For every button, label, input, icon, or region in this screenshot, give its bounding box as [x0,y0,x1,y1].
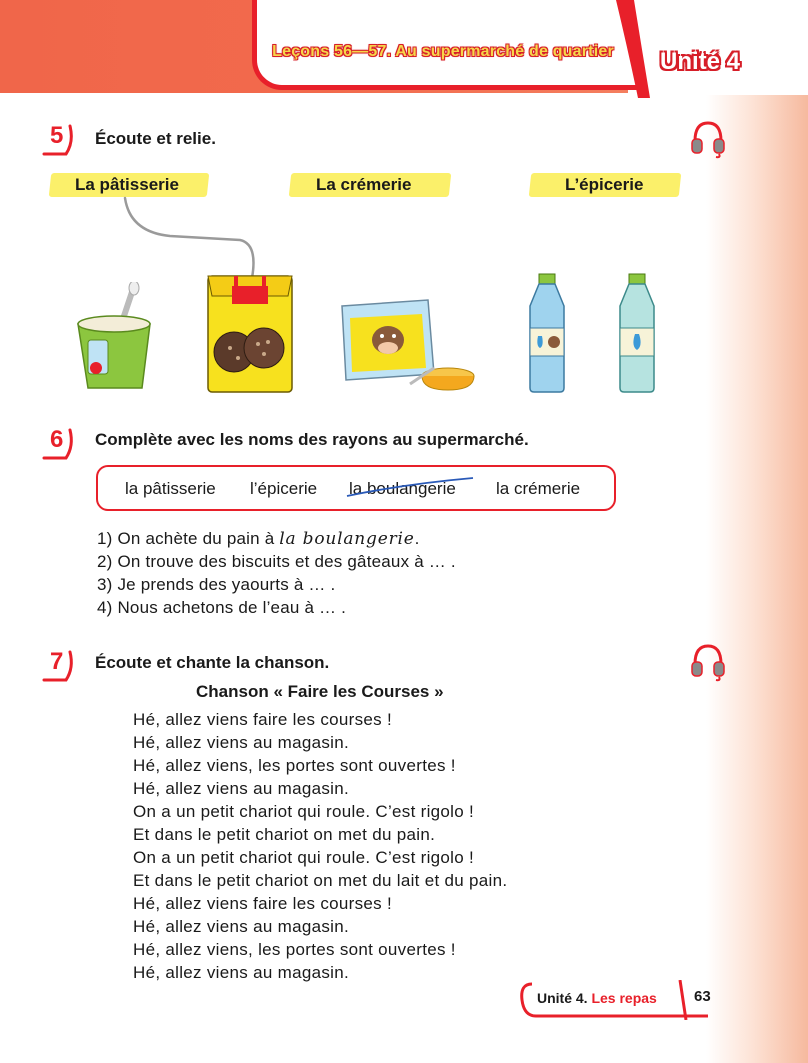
sentence-3: 3) Je prends des yaourts à … . [97,575,336,594]
word-bank-item: l’épicerie [250,479,318,498]
unit-badge: Unité 4 [660,48,741,75]
water-bottle-icon [614,272,660,394]
water-bottle-icon [524,272,570,394]
song-title: Chanson « Faire les Courses » [196,682,444,701]
sentence-text: 1) On achète du pain à [97,529,280,548]
biscuit-box-icon [206,272,294,394]
song-line: Hé, allez viens, les portes sont ouvertes ! [133,940,456,959]
sentence-1 [97,529,420,549]
exercise-6-number [40,428,80,462]
exercise-number: 5 [50,122,64,149]
sentence-2: 2) On trouve des biscuits et des gâteaux à … . [97,552,456,571]
sentence-4: 4) Nous achetons de l’eau à … . [97,598,347,617]
song-line: Hé, allez viens au magasin. [133,733,349,752]
page-number: 63 [694,988,711,1005]
lesson-title: Leçons 56—57. Au supermarché de quartier [272,43,614,60]
handwritten-answer: la boulangerie [279,529,415,549]
exercise-5-instruction: Écoute et relie. [95,129,216,148]
song-line: Hé, allez viens faire les courses ! [133,710,392,729]
song-line: On a un petit chariot qui roule. C’est rigolo ! [133,802,475,821]
song-line: Hé, allez viens au magasin. [133,917,349,936]
exercise-7-instruction: Écoute et chante la chanson. [95,653,330,672]
song-line: Et dans le petit chariot on met du pain. [133,825,436,844]
category-cremerie: La crémerie [316,175,412,194]
song-line: Et dans le petit chariot on met du lait et du pain. [133,871,508,890]
footer-unit [537,990,657,1006]
exercise-number: 7 [50,648,64,675]
song-line: On a un petit chariot qui roule. C’est rigolo ! [133,848,475,867]
song-line: Hé, allez viens, les portes sont ouvertes ! [133,756,456,775]
exercise-7-number [40,650,80,684]
footer-unit-name: Les repas [591,990,657,1006]
cheese-pack-icon [338,298,478,394]
footer-unit-label: Unité 4. [537,990,588,1006]
headphones-icon[interactable] [690,642,726,682]
song-line: Hé, allez viens faire les courses ! [133,894,392,913]
song-line: Hé, allez viens au magasin. [133,779,349,798]
exercise-6-instruction: Complète avec les noms des rayons au supermarché. [95,430,529,449]
yogurt-cup-icon [72,282,156,392]
song-line: Hé, allez viens au magasin. [133,963,349,982]
category-patisserie: La pâtisserie [75,175,179,194]
sentence-end: . [414,529,420,548]
word-bank-item: la boulangerie [349,479,456,498]
exercise-number: 6 [50,426,64,453]
word-bank-item: la crémerie [496,479,581,498]
word-bank-item: la pâtisserie [125,479,216,498]
strikethrough-mark [345,476,475,500]
category-epicerie: L’épicerie [565,175,644,194]
